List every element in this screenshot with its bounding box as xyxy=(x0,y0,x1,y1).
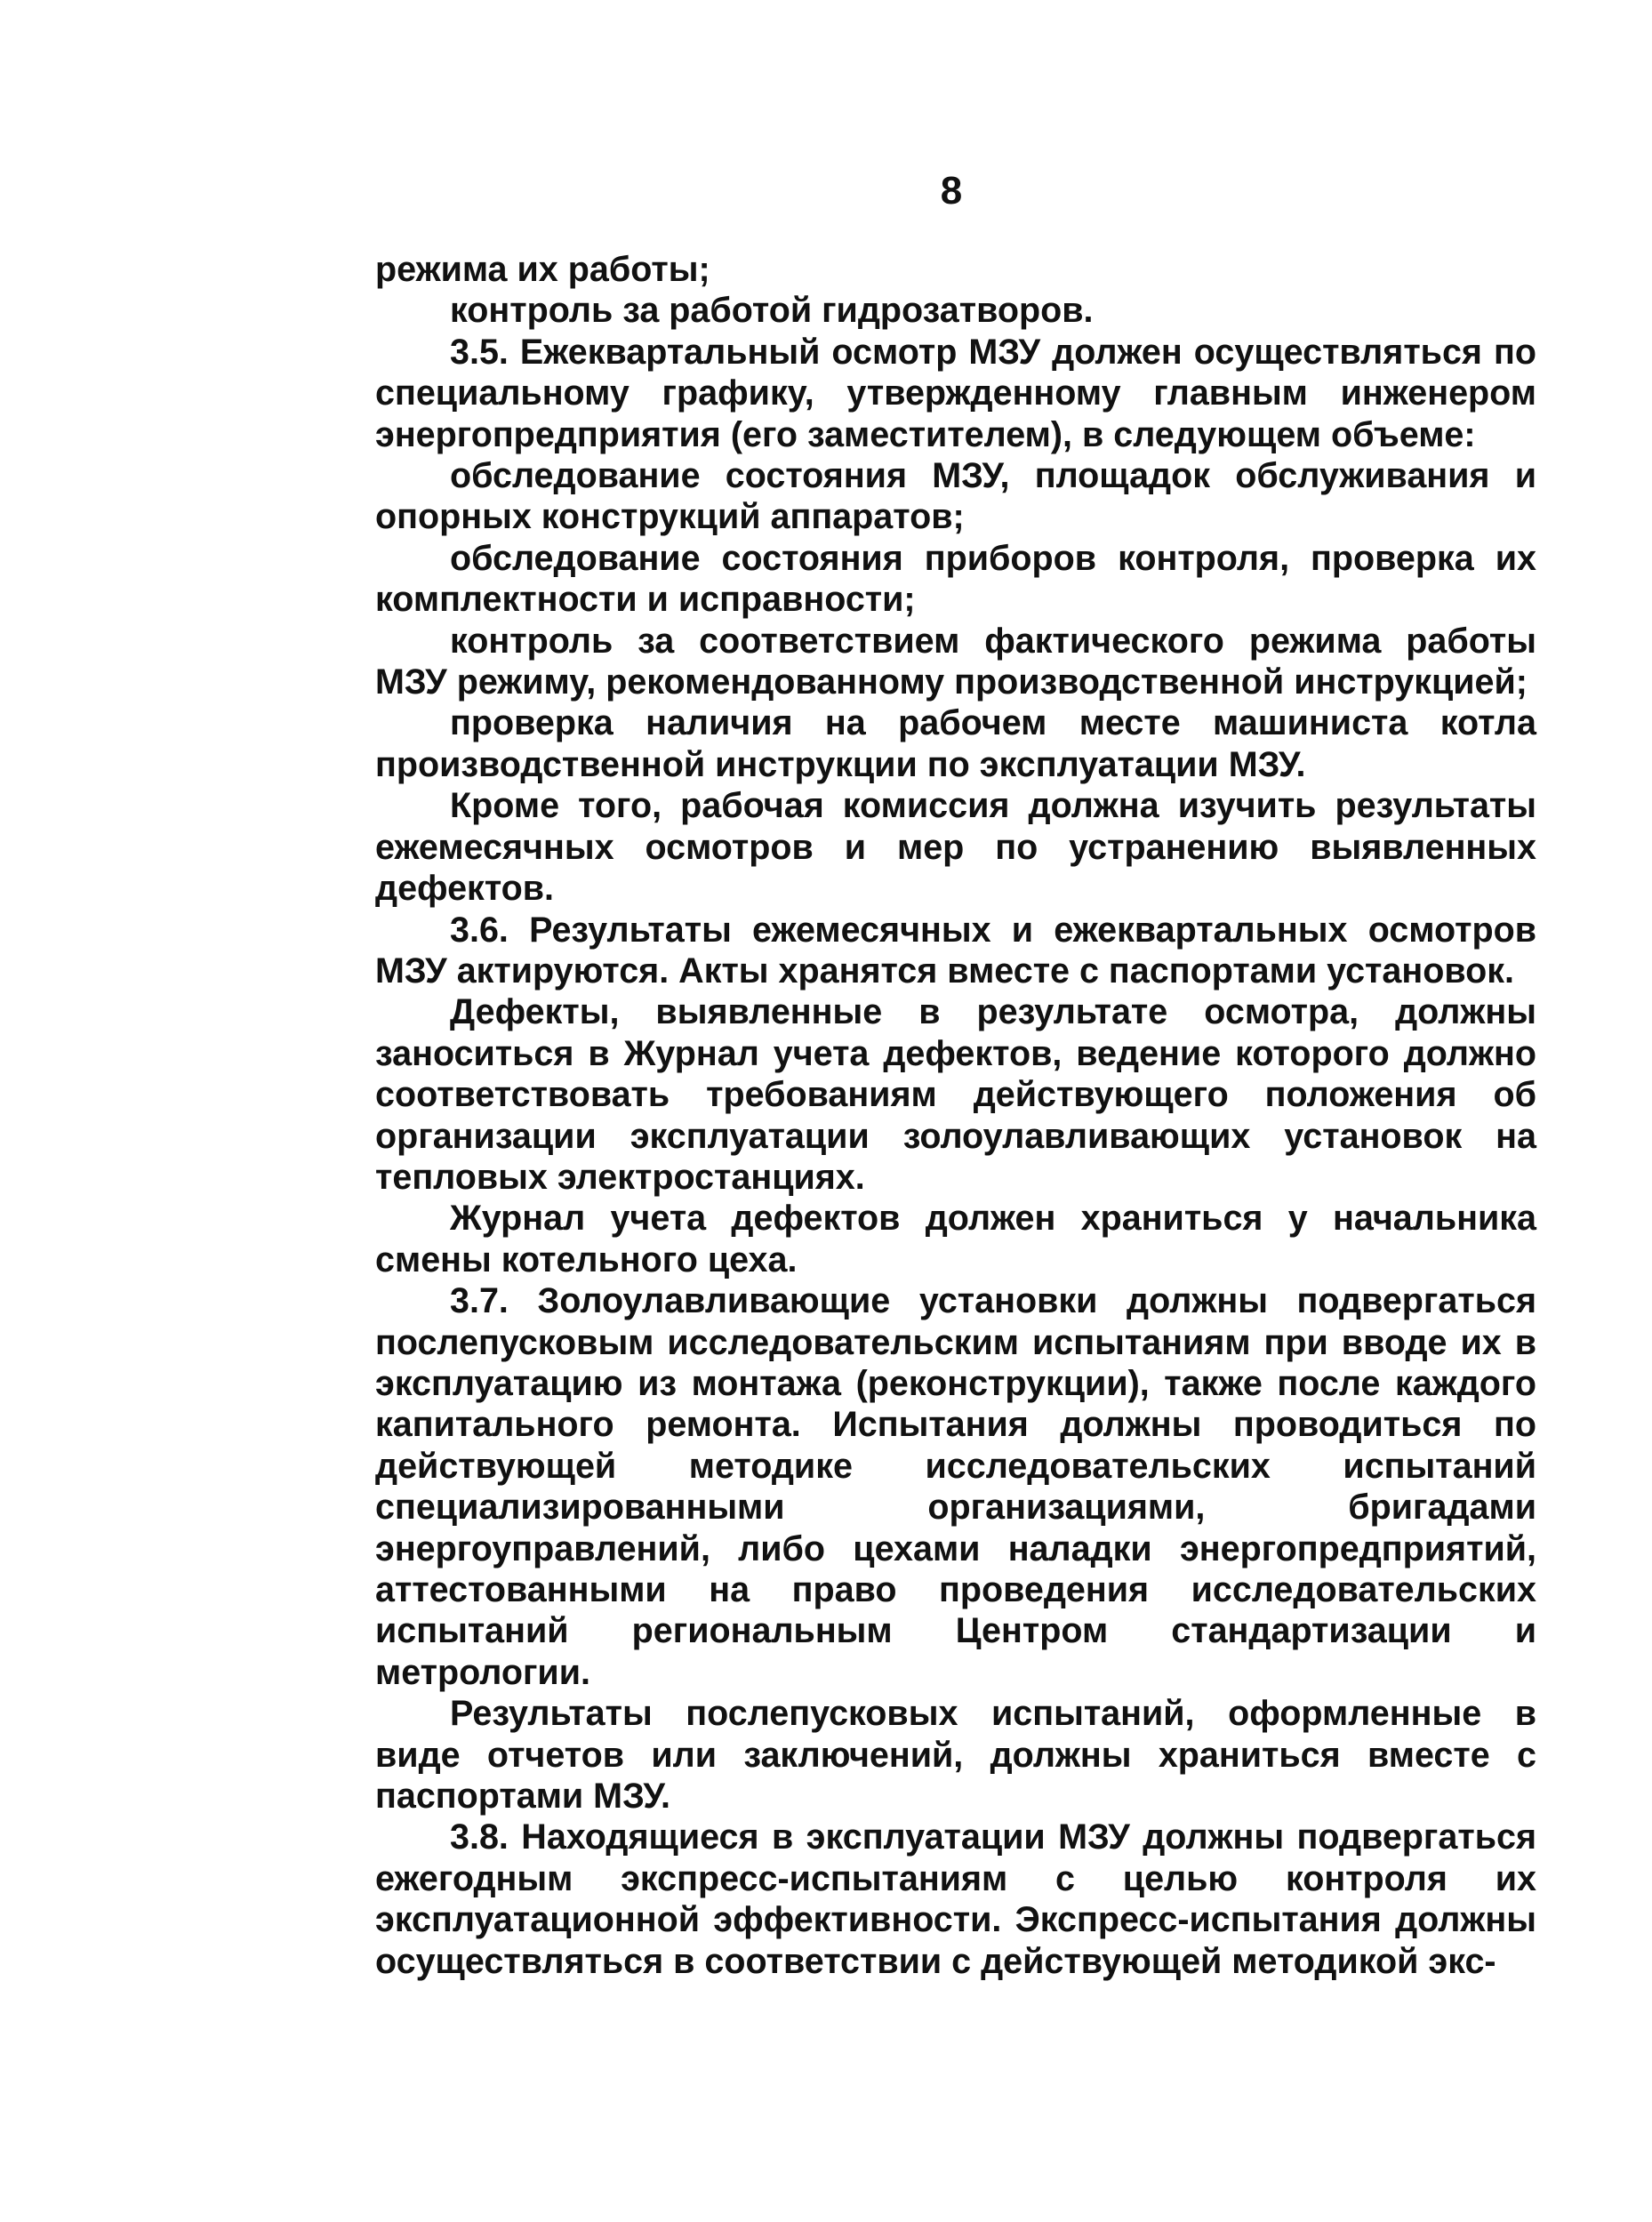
paragraph-inspection-structures: обследование состояния МЗУ, площадок обслуживания и опорных конструкций аппаратов; xyxy=(375,456,1536,537)
paragraph-3-7-post-startup-tests: 3.7. Золоулавливающие установки должны подвергаться послепусковым исследовательским испытаниям при вводе их в эксплуатацию из монтажа (реконструкции), также после каждого капитального ремонта. Испытания должны проводиться по действующей методике исследовательских испытаний специализированными организациями, бригадами энергоуправлений, либо цехами наладки энергопредприятий, аттестованными на право проведения исследовательских испытаний региональным Центром стандартизации и метрологии. xyxy=(375,1281,1536,1692)
paragraph-mode-compliance: контроль за соответствием фактического режима работы МЗУ режиму, рекомендованному производственной инструкцией; xyxy=(375,621,1536,702)
paragraph-hydro-seal-control: контроль за работой гидрозатворов. xyxy=(450,291,1094,331)
paragraph-defect-journal: Дефекты, выявленные в результате осмотра, должны заноситься в Журнал учета дефектов, ведение которого должно соответствовать требованиям действующего положения об организации эксплуатации золоулавливающих установок на тепловых электростанциях. xyxy=(375,992,1536,1197)
paragraph-3-6-inspection-results: 3.6. Результаты ежемесячных и ежеквартальных осмотров МЗУ актируются. Акты хранятся вместе с паспортами установок. xyxy=(375,910,1536,991)
paragraph-instruction-availability: проверка наличия на рабочем месте машиниста котла производственной инструкции по эксплуатации МЗУ. xyxy=(375,703,1536,784)
page-number: 8 xyxy=(940,169,963,213)
paragraph-commission-review: Кроме того, рабочая комиссия должна изучить результаты ежемесячных осмотров и мер по устранению выявленных дефектов. xyxy=(375,786,1536,909)
paragraph-journal-storage: Журнал учета дефектов должен храниться у начальника смены котельного цеха. xyxy=(375,1199,1536,1279)
paragraph-3-8-express-tests: 3.8. Находящиеся в эксплуатации МЗУ должны подвергаться ежегодным экспресс-испытаниям с целью контроля их эксплуатационной эффективности. Экспресс-испытания должны осуществляться в соответствии с действующей методикой экс- xyxy=(375,1817,1536,1981)
paragraph-inspection-instruments: обследование состояния приборов контроля, проверка их комплектности и исправности; xyxy=(375,538,1536,620)
document-body xyxy=(375,249,1536,1982)
paragraph-test-results-storage: Результаты послепусковых испытаний, оформленные в виде отчетов или заключений, должны храниться вместе с паспортами МЗУ. xyxy=(375,1694,1536,1817)
paragraph-3-5-quarterly-inspection: 3.5. Ежеквартальный осмотр МЗУ должен осуществляться по специальному графику, утвержденному главным инженером энергопредприятия (его заместителем), в следующем объеме: xyxy=(375,332,1536,454)
paragraph-continuation: режима их работы; xyxy=(375,250,710,289)
